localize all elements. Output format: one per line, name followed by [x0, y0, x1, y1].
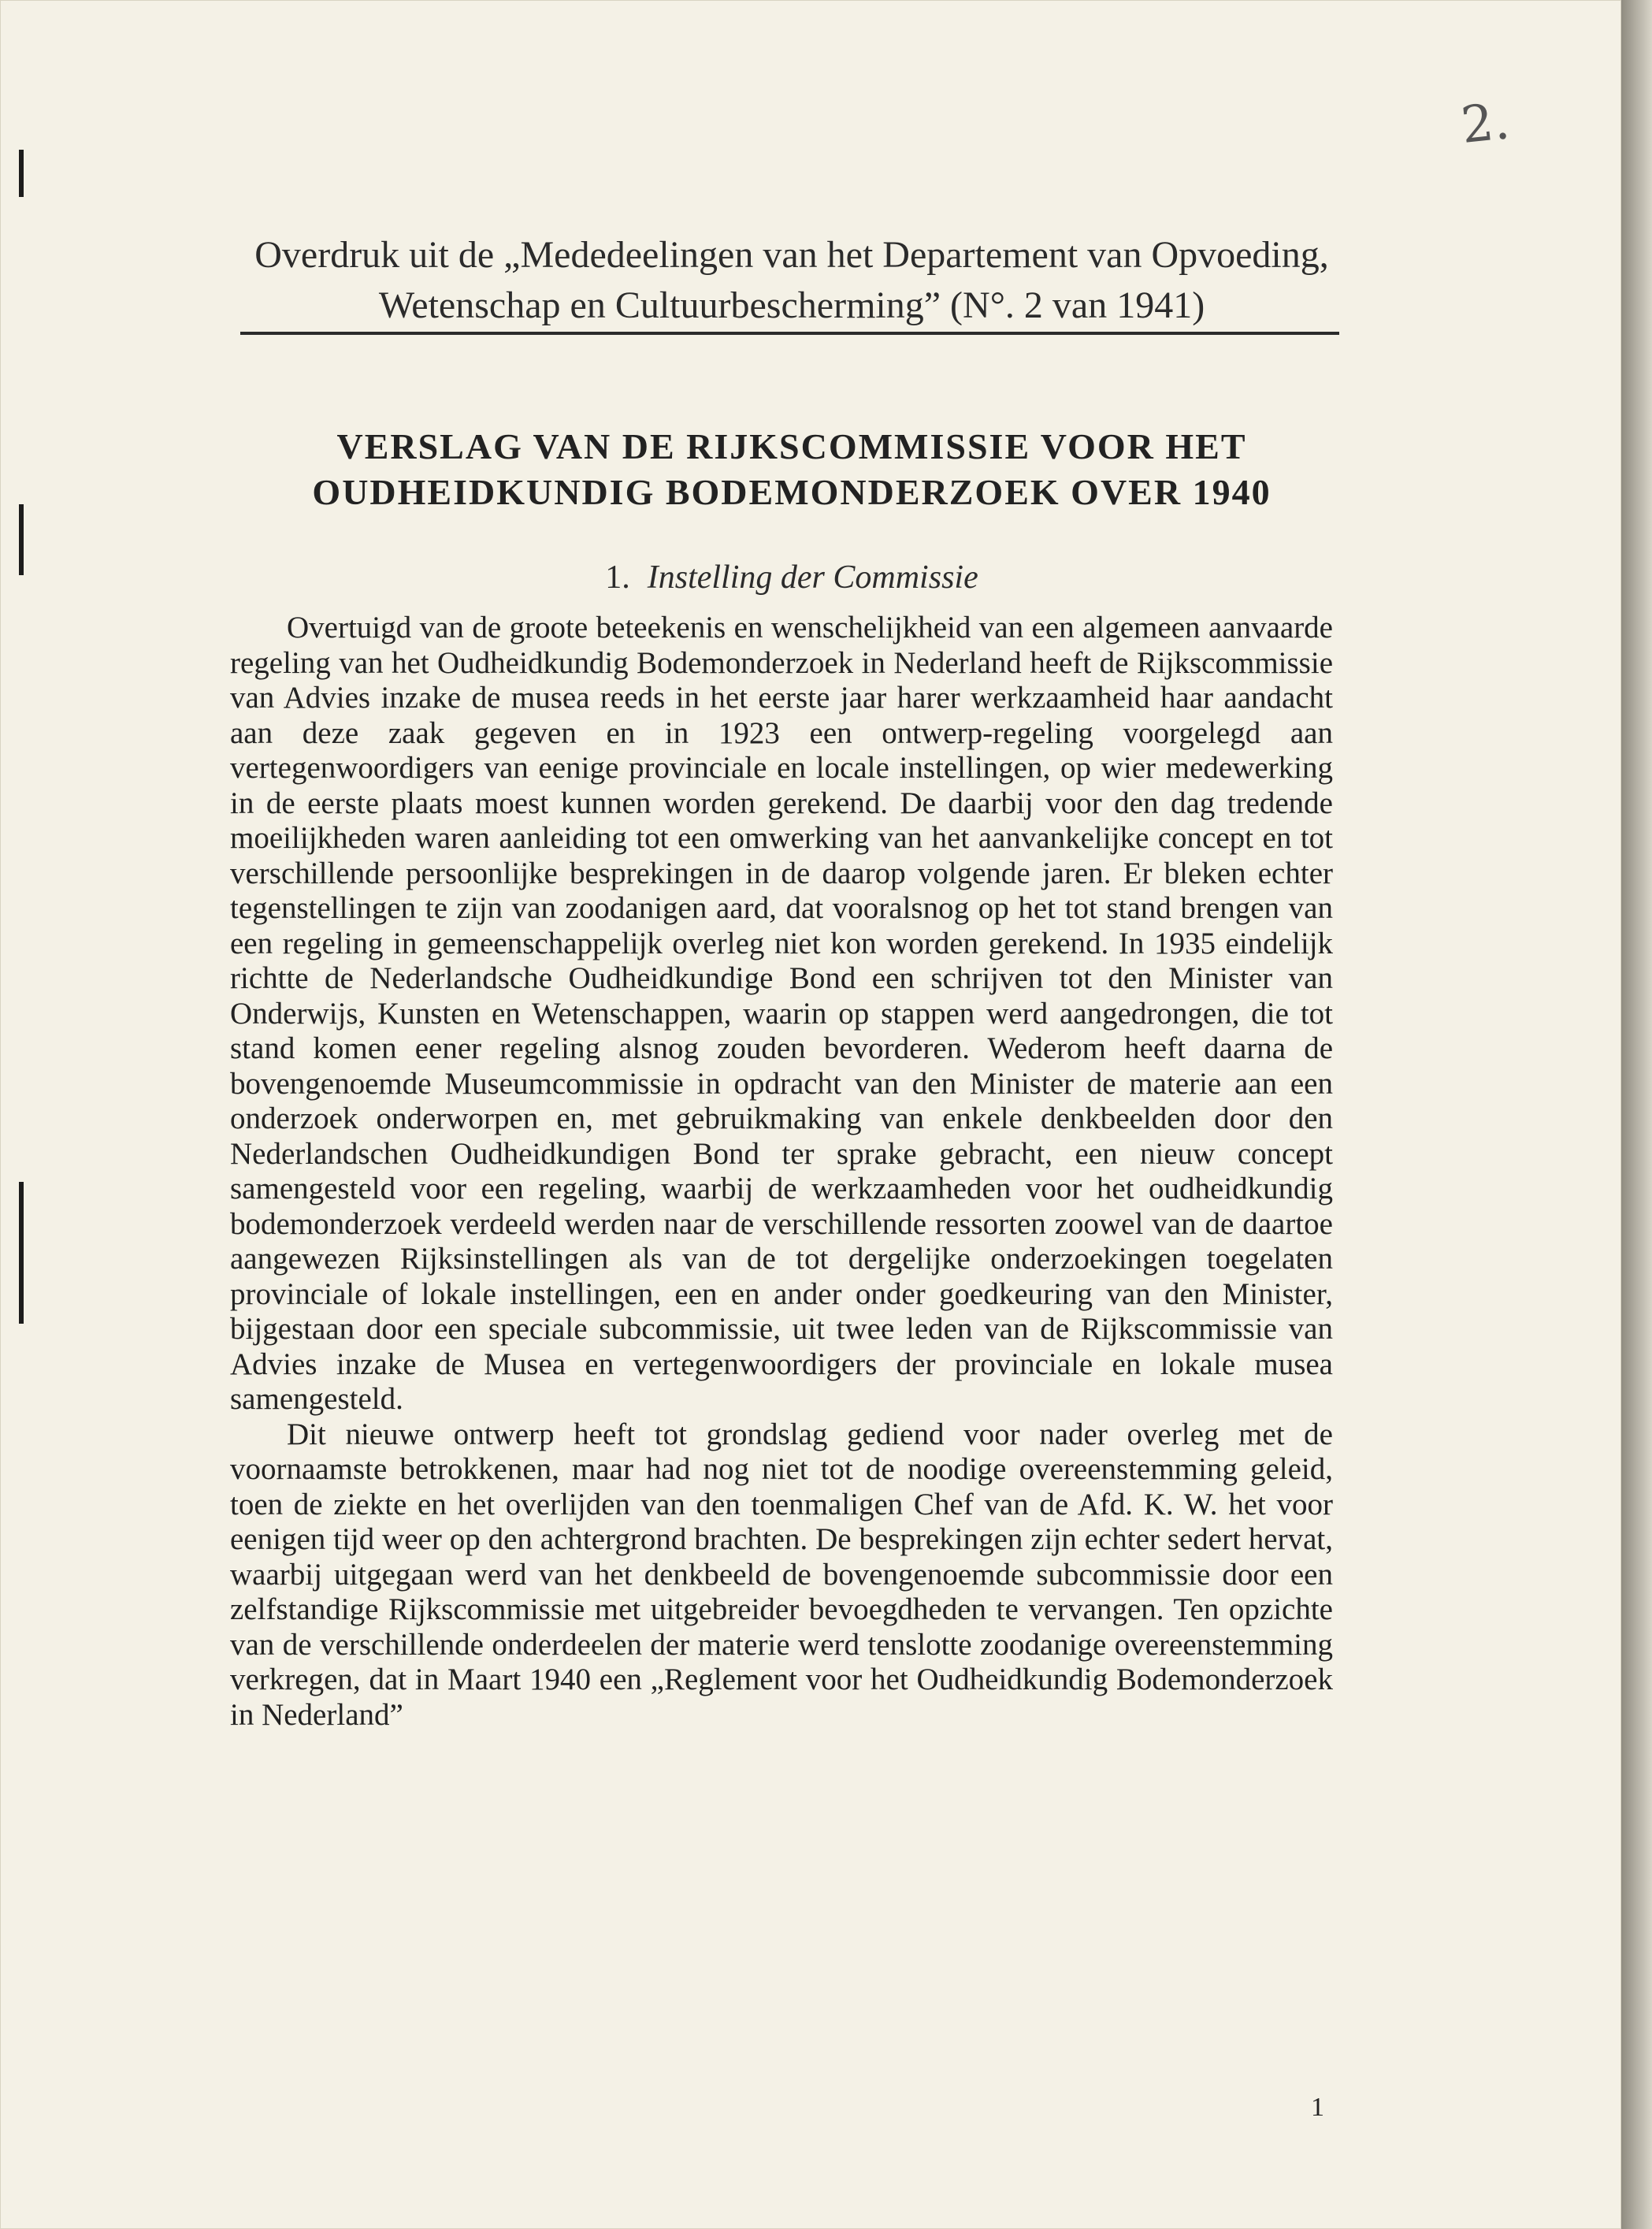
page-number: 1	[1311, 2093, 1324, 2122]
title-line-1: VERSLAG VAN DE RIJKSCOMMISSIE VOOR HET	[336, 426, 1247, 466]
binding-mark	[19, 1182, 24, 1324]
paragraph: Dit nieuwe ontwerp heeft tot grondslag gediend voor nader overleg met de voornaamste betrokkenen, maar had nog niet tot de noodige overeenstemming geleid, toen de ziekte en het overlijden van den toenmaligen Chef van de Afd. K. W. het voor eenigen tijd weer op den achtergrond brachten. De besprekingen zijn echter sedert hervat, waarbij uitgegaan werd van het denkbeeld de bovengenoemde subcommissie door een zelfstandige Rijkscommissie met uitgebreider bevoegdheden te vervangen. Ten opzichte van de verschillende onderdeelen der materie werd tenslotte zoodanige overeenstemming verkregen, dat in Maart 1940 een „Reglement voor het Oudheidkundig Bodemonderzoek in Nederland”	[230, 1417, 1333, 1732]
header-line-2: Wetenschap en Cultuurbescherming” (N°. 2 van 1941)	[378, 284, 1205, 326]
section-name: Instelling der Commissie	[647, 559, 978, 596]
reprint-header	[244, 230, 1339, 331]
page-edge-shadow	[1621, 0, 1652, 2229]
report-title	[244, 424, 1339, 515]
title-line-2: OUDHEIDKUNDIG BODEMONDERZOEK OVER 1940	[312, 472, 1271, 512]
header-line-1: Overdruk uit de „Mededeelingen van het Departement van Opvoeding,	[254, 234, 1329, 276]
header-rule	[240, 332, 1339, 335]
section-heading	[244, 555, 1339, 600]
section-number: 1.	[605, 559, 630, 596]
paragraph: Overtuigd van de groote beteekenis en wenschelijkheid van een algemeen aanvaarde regeling van het Oudheidkundig Bodemonderzoek in Nederland heeft de Rijkscommissie van Advies inzake de musea reeds in het eerste jaar harer werkzaamheid haar aandacht aan deze zaak gegeven en in 1923 een ontwerp-regeling voorgelegd aan vertegenwoordigers van eenige provinciale en locale instellingen, op wier medewerking in de eerste plaats moest kunnen worden gerekend. De daarbij voor den dag tredende moeilijkheden waren aanleiding tot een omwerking van het aanvankelijke concept en tot verschillende persoonlijke besprekingen in de daarop volgende jaren. Er bleken echter tegenstellingen te zijn van zoodanigen aard, dat vooralsnog op het tot stand brengen van een regeling in gemeenschappelijk overleg niet kon worden gerekend. In 1935 eindelijk richtte de Nederlandsche Oudheidkundige Bond een schrijven tot den Minister van Onderwijs, Kunsten en Wetenschappen, waarin op stappen werd aangedrongen, die tot stand komen eener regeling alsnog zouden bevorderen. Wederom heeft daarna de bovengenoemde Museumcommissie in opdracht van den Minister de materie aan een onderzoek onderworpen en, met gebruikmaking van enkele denkbeelden door den Nederlandschen Oudheidkundigen Bond ter sprake gebracht, een nieuw concept samengesteld voor een regeling, waarbij de werkzaamheden voor het oudheidkundig bodemonderzoek verdeeld werden naar de verschillende ressorten zoowel van de daartoe aangewezen Rijksinstellingen als van de tot dergelijke onderzoekingen toegelaten provinciale of lokale instellingen, een en ander onder goedkeuring van den Minister, bijgestaan door een speciale subcommissie, uit twee leden van de Rijkscommissie van Advies inzake de Musea en vertegenwoordigers der provinciale en lokale musea samengesteld.	[230, 611, 1333, 1416]
binding-mark	[19, 504, 24, 575]
handwritten-page-mark: 2.	[1458, 92, 1513, 155]
binding-mark	[19, 150, 24, 197]
body-text	[230, 611, 1333, 1733]
